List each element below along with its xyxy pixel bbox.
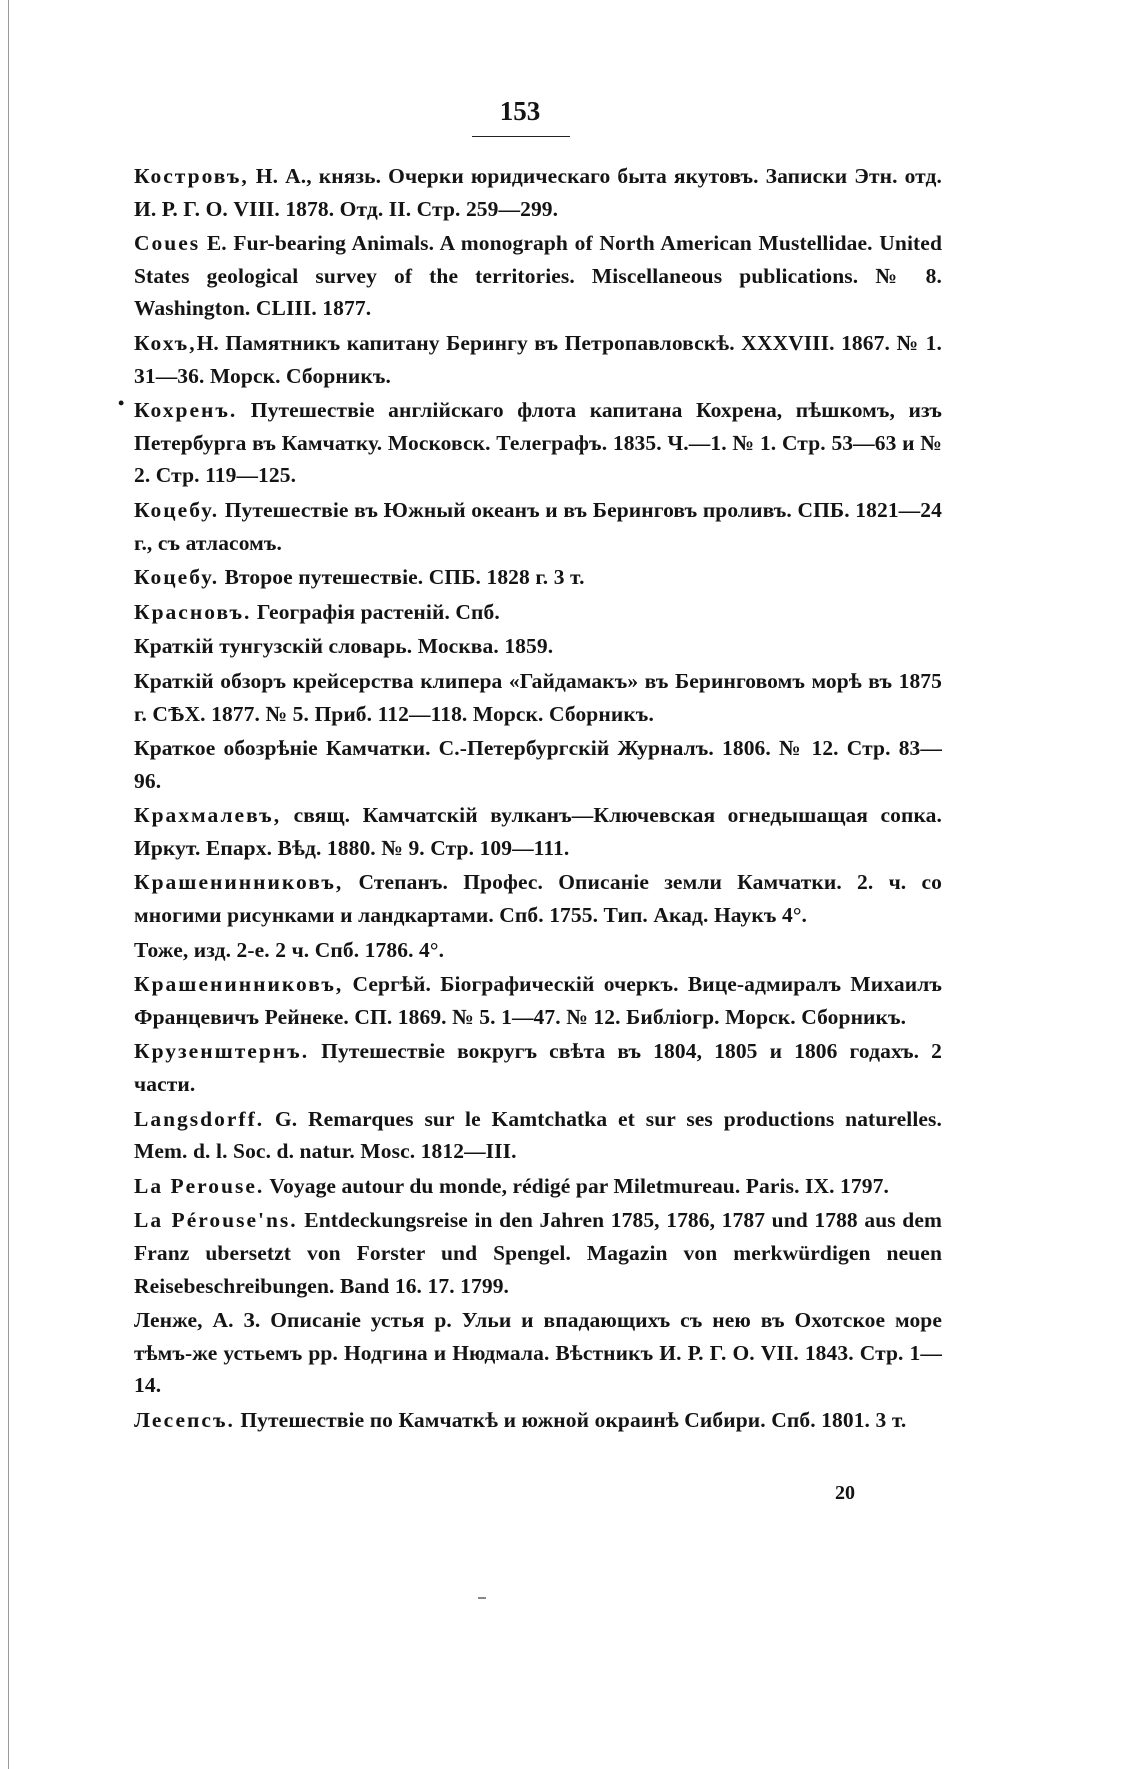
ink-mark (478, 1597, 486, 1599)
bibliography-entry (134, 665, 942, 730)
bibliography-entry (134, 866, 942, 931)
bibliography-entry (134, 596, 942, 629)
entry-text: Н. Памятникъ капитану Берингу въ Петропавловскѣ. XXXVIII. 1867. № 1. 31—36. Морск. Сборникъ. (134, 330, 942, 388)
bibliography-entry (134, 934, 942, 967)
page-number-rule (472, 136, 570, 137)
entry-text: Краткое обозрѣніе Камчатки. С.-Петербургскій Журналъ. 1806. № 12. Стр. 83—96. (134, 736, 942, 793)
entry-text: Путешествіе вокругъ свѣта въ 1804, 1805 и 1806 годахъ. 2 части. (134, 1039, 942, 1097)
entry-author: Кохренъ. (134, 398, 238, 423)
bibliography-entry (134, 394, 942, 492)
entry-text: Н. А., князь. Очерки юридическаго быта якутовъ. Записки Этн. отд. И. Р. Г. О. VIII. 1878. Отд. II. Стр. 259—299. (134, 164, 942, 221)
entry-text: G. Remarques sur le Kamtchatka et sur ses productions naturelles. Mem. d. l. Soc. d. natur. Mosc. 1812—III. (134, 1106, 942, 1164)
entry-text: Второе путешествіе. СПБ. 1828 г. 3 т. (219, 565, 585, 590)
bibliography-entry (134, 561, 942, 594)
entry-text: Краткій обзоръ крейсерства клипера «Гайдамакъ» въ Беринговомъ морѣ въ 1875 г. СѢХ. 1877. № 5. Приб. 112—118. Морск. Сборникъ. (134, 668, 942, 726)
bibliography-list (134, 160, 942, 1439)
entry-author: Коцебу. (134, 565, 220, 590)
entry-author: Langsdorff. (134, 1106, 265, 1131)
entry-author: Кохъ, (134, 330, 197, 355)
bibliography-entry (134, 630, 942, 663)
bibliography-entry (134, 1404, 942, 1437)
bibliography-entry (134, 1170, 942, 1203)
entry-author: Крахмалевъ, (134, 803, 282, 828)
entry-text: Путешествіе по Камчаткѣ и южной окраинѣ Сибири. Спб. 1801. 3 т. (234, 1407, 907, 1432)
bibliography-entry (134, 732, 942, 797)
bibliography-entry (134, 1103, 942, 1168)
entry-text: Тоже, изд. 2-е. 2 ч. Спб. 1786. 4°. (134, 937, 445, 962)
bibliography-entry (134, 327, 942, 392)
bibliography-entry (134, 227, 942, 325)
page-number: 153 (499, 96, 541, 126)
entry-author: Костровъ, (134, 164, 249, 188)
bibliography-entry (134, 494, 942, 559)
entry-text: Краткій тунгузскій словарь. Москва. 1859. (134, 634, 554, 659)
entry-author: La Perouse. (134, 1173, 265, 1198)
entry-text: Степанъ. Профес. Описаніе земли Камчатки. 2. ч. со многими рисунками и ландкартами. Спб. 1755. Тип. Акад. Наукъ 4°. (134, 870, 942, 928)
bibliography-entry (134, 160, 942, 225)
entry-text: Путешествіе въ Южный океанъ и въ Беринговъ проливъ. СПБ. 1821—24 г., съ атласомъ. (134, 497, 942, 555)
entry-author: Крашенинниковъ, (134, 972, 344, 997)
entry-text: Путешествіе англійскаго флота капитана Кохрена, пѣшкомъ, изъ Петербурга въ Камчатку. Московск. Телеграфъ. 1835. Ч.—1. № 1. Стр. 53—63 и № 2. Стр. 119—125. (134, 398, 942, 488)
entry-text: E. Fur-bearing Animals. A monograph of North American Mustellidae. United States geological survey of the territories. Miscellaneous publications. № 8. Washington. CLIII. 1877. (134, 231, 942, 321)
bibliography-entry (134, 1204, 942, 1302)
entry-text: Географія растеній. Спб. (251, 599, 500, 624)
entry-author: Коцебу. (134, 497, 220, 522)
entry-author: Лесепсъ. (134, 1407, 235, 1432)
bibliography-entry (134, 799, 942, 864)
entry-author: Coues (134, 231, 201, 256)
entry-author: La Pérouse'ns. (134, 1208, 298, 1233)
entry-author: Крашенинниковъ, (134, 870, 344, 895)
entry-text: свящ. Камчатскій вулканъ—Ключевская огнедышащая сопка. Иркут. Епарх. Вѣд. 1880. № 9. Стр. 109—111. (134, 803, 942, 860)
margin-bullet: • (118, 393, 125, 413)
entry-author: Крузенштернъ. (134, 1039, 310, 1064)
entry-text: Entdeckungsreise in den Jahren 1785, 1786, 1787 und 1788 aus dem Franz ubersetzt von Forster und Spengel. Magazin von merkwürdigen neuen Reisebeschreibungen. Band 16. 17. 1799. (134, 1208, 942, 1298)
bibliography-entry (134, 968, 942, 1033)
page-edge-line (8, 0, 9, 1769)
entry-text: Ленже, А. З. Описаніе устья р. Ульи и впадающихъ съ нею въ Охотское море тѣмъ-же устьемъ рр. Нодгина и Нюдмала. Вѣстникъ И. Р. Г. О. VII. 1843. Стр. 1—14. (134, 1308, 942, 1398)
bibliography-entry (134, 1304, 942, 1402)
entry-text: Voyage autour du monde, rédigé par Miletmureau. Paris. IX. 1797. (264, 1173, 889, 1198)
entry-text: Сергѣй. Біографическій очеркъ. Вице-адмиралъ Михаилъ Францевичъ Рейнеке. СП. 1869. № 5. 1—47. № 12. Библіогр. Морск. Сборникъ. (134, 972, 942, 1029)
entry-author: Красновъ. (134, 599, 252, 624)
bibliography-entry (134, 1035, 942, 1100)
signature-number: 20 (835, 1482, 855, 1504)
